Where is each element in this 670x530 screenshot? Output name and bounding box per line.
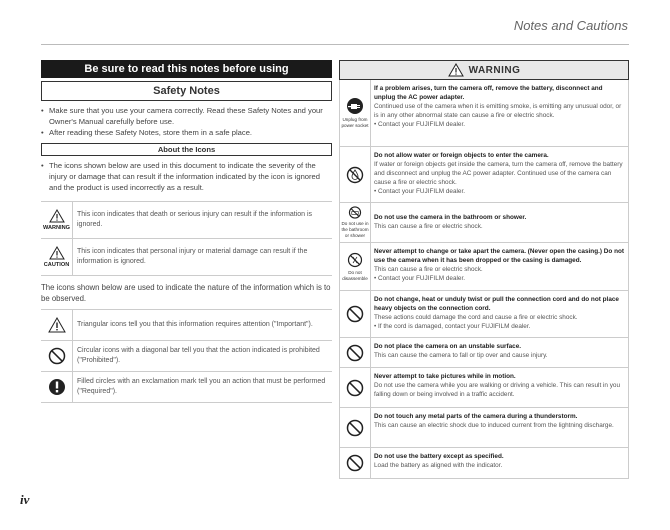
warning-body: Do not use the camera while you are walking or driving a vehicle. This can result in you falling down or being involved in a traffic accident. bbox=[374, 382, 621, 398]
unplug-icon bbox=[346, 97, 364, 115]
warning-heading: Do not touch any metal parts of the camera during a thunderstorm. bbox=[374, 413, 578, 420]
caution-description: This icon indicates that personal injury or material damage can result if the information is ignored. bbox=[77, 248, 308, 265]
severity-row-warning bbox=[41, 202, 332, 239]
warning-row bbox=[339, 368, 629, 408]
warning-row-icon-cell bbox=[339, 80, 371, 146]
no-disassemble-icon bbox=[347, 252, 363, 268]
warning-heading: Do not use the camera in the bathroom or shower. bbox=[374, 214, 527, 221]
warning-heading: Do not allow water or foreign objects to enter the camera. bbox=[374, 152, 549, 159]
warning-row-icon-cell bbox=[339, 147, 371, 202]
warning-bullet: • Contact your FUJIFILM dealer. bbox=[374, 275, 466, 282]
prohibited-icon bbox=[346, 419, 364, 437]
nature-row-prohibited bbox=[41, 341, 332, 372]
no-water-icon bbox=[346, 166, 364, 184]
warning-bullet-text: Contact your FUJIFILM dealer. bbox=[378, 121, 466, 128]
header-rule bbox=[41, 44, 629, 45]
intro-bullet: • After reading these Safety Notes, store them in a safe place. bbox=[41, 127, 332, 138]
caution-icon-cell bbox=[41, 239, 73, 275]
nature-icon-table bbox=[41, 309, 332, 403]
intro-bullet: • Make sure that you use your camera correctly. Read these Safety Notes and your Owner's Manual carefully before use. bbox=[41, 105, 332, 127]
about-bullets bbox=[41, 160, 332, 193]
warning-heading: Do not use the battery except as specified. bbox=[374, 453, 504, 460]
section-title: Notes and Cautions bbox=[513, 18, 628, 33]
unplug-caption: Unplug from power socket bbox=[341, 117, 369, 128]
warning-bullet: • If the cord is damaged, contact your FUJIFILM dealer. bbox=[374, 323, 531, 330]
warning-row bbox=[339, 243, 629, 291]
warning-body: This can cause an electric shock due to induced current from the lightning discharge. bbox=[374, 422, 614, 429]
nature-row-required bbox=[41, 372, 332, 403]
warning-body: This can cause a fire or electric shock. bbox=[374, 266, 483, 273]
warning-row-icon-cell bbox=[339, 291, 371, 337]
warning-banner bbox=[339, 60, 629, 80]
warning-triangle-icon bbox=[448, 63, 464, 77]
warning-row-icon-cell bbox=[339, 203, 371, 242]
prohibited-icon bbox=[346, 344, 364, 362]
warning-body: These actions could damage the cord and cause a fire or electric shock. bbox=[374, 314, 578, 321]
disassemble-caption: Do not disassemble bbox=[342, 269, 368, 281]
read-before-use-banner: Be sure to read this notes before using bbox=[41, 60, 332, 78]
warning-text bbox=[371, 368, 629, 407]
prohibited-icon bbox=[346, 305, 364, 323]
prohibited-icon bbox=[346, 379, 364, 397]
warning-bullet: • Contact your FUJIFILM dealer. bbox=[374, 121, 466, 128]
warning-row-icon-cell bbox=[339, 448, 371, 478]
required-icon bbox=[48, 378, 66, 396]
warning-banner-title: WARNING bbox=[468, 64, 521, 76]
left-column bbox=[41, 60, 332, 403]
caution-triangle-icon bbox=[49, 246, 65, 260]
warning-row bbox=[339, 291, 629, 338]
warning-text bbox=[371, 243, 629, 290]
warning-row-icon-cell bbox=[339, 408, 371, 447]
warning-icon-cell bbox=[41, 202, 73, 238]
warning-body: If water or foreign objects get inside the camera, turn the camera off, remove the battery and disconnect and unplug the AC power adapter. Continued use of the camera can cause a fire or electric shock. bbox=[374, 161, 623, 186]
warning-body: Continued use of the camera when it is emitting smoke, is emitting any unusual odor, or is in any other abnormal state can cause a fire or electric shock. bbox=[374, 103, 622, 119]
no-bathroom-icon bbox=[347, 206, 363, 219]
important-icon-cell bbox=[41, 310, 73, 340]
warning-row bbox=[339, 338, 629, 368]
triangle-icon bbox=[48, 317, 66, 333]
warning-text bbox=[371, 147, 629, 202]
warning-body: Load the battery as aligned with the indicator. bbox=[374, 462, 503, 469]
warning-text bbox=[371, 80, 629, 146]
required-icon-cell bbox=[41, 372, 73, 402]
required-description: Filled circles with an exclamation mark tell you an action that must be performed ("Required"). bbox=[77, 378, 326, 395]
warning-bullet-text: If the cord is damaged, contact your FUJIFILM dealer. bbox=[378, 323, 531, 330]
warning-row-icon-cell bbox=[339, 243, 371, 290]
bathroom-caption: Do not use in the bathroom or shower bbox=[341, 221, 369, 238]
warning-text bbox=[371, 408, 629, 447]
warning-heading: Do not change, heat or unduly twist or pull the connection cord and do not place heavy objects on the connection cord. bbox=[374, 296, 619, 312]
warning-text bbox=[371, 448, 629, 478]
warning-bullet: • Contact your FUJIFILM dealer. bbox=[374, 188, 466, 195]
warning-triangle-icon bbox=[49, 209, 65, 223]
warning-description: This icon indicates that death or serious injury can result if the information is ignored. bbox=[77, 211, 313, 228]
warning-row bbox=[339, 448, 629, 479]
warning-row bbox=[339, 408, 629, 448]
prohibited-icon-cell bbox=[41, 341, 73, 371]
warning-heading: Never attempt to change or take apart the camera. (Never open the casing.) Do not use the camera when it has been dropped or the casing is damaged. bbox=[374, 248, 625, 264]
caution-label: CAUTION bbox=[43, 262, 70, 268]
right-column bbox=[339, 60, 629, 479]
safety-notes-title: Safety Notes bbox=[41, 81, 332, 101]
important-description: Triangular icons tell you that this information requires attention ("Important"). bbox=[77, 321, 313, 328]
nature-row-important bbox=[41, 310, 332, 341]
prohibited-icon bbox=[346, 454, 364, 472]
warning-text bbox=[371, 291, 629, 337]
severity-row-caution bbox=[41, 239, 332, 276]
warning-text bbox=[371, 203, 629, 242]
warning-heading: Do not place the camera on an unstable surface. bbox=[374, 343, 522, 350]
warning-heading: If a problem arises, turn the camera off, remove the battery, disconnect and unplug the AC power adapter. bbox=[374, 85, 603, 101]
warning-label: WARNING bbox=[42, 225, 71, 231]
warning-bullet-text: Contact your FUJIFILM dealer. bbox=[378, 188, 466, 195]
warning-row-icon-cell bbox=[339, 368, 371, 407]
warning-body: This can cause the camera to fall or tip over and cause injury. bbox=[374, 352, 548, 359]
warning-heading: Never attempt to take pictures while in motion. bbox=[374, 373, 516, 380]
warning-text bbox=[371, 338, 629, 367]
about-bullet: • The icons shown below are used in this document to indicate the severity of the injury or damage that can result if the information indicated by the icon is ignored and the product is used incorrectly as a result. bbox=[41, 160, 332, 193]
severity-icon-table bbox=[41, 201, 332, 276]
prohibited-icon bbox=[48, 347, 66, 365]
nature-intro: The icons shown below are used to indicate the nature of the information which is to be observed. bbox=[41, 283, 331, 303]
warning-row bbox=[339, 147, 629, 203]
warning-bullet-text: Contact your FUJIFILM dealer. bbox=[378, 275, 466, 282]
warning-row bbox=[339, 80, 629, 147]
intro-bullets bbox=[41, 105, 332, 138]
warning-row-icon-cell bbox=[339, 338, 371, 367]
warning-row bbox=[339, 203, 629, 243]
about-icons-title: About the Icons bbox=[41, 143, 332, 156]
warning-body: This can cause a fire or electric shock. bbox=[374, 223, 483, 230]
page-number: iv bbox=[20, 492, 30, 507]
prohibited-description: Circular icons with a diagonal bar tell you that the action indicated is prohibited ("Prohibited"). bbox=[77, 347, 320, 364]
